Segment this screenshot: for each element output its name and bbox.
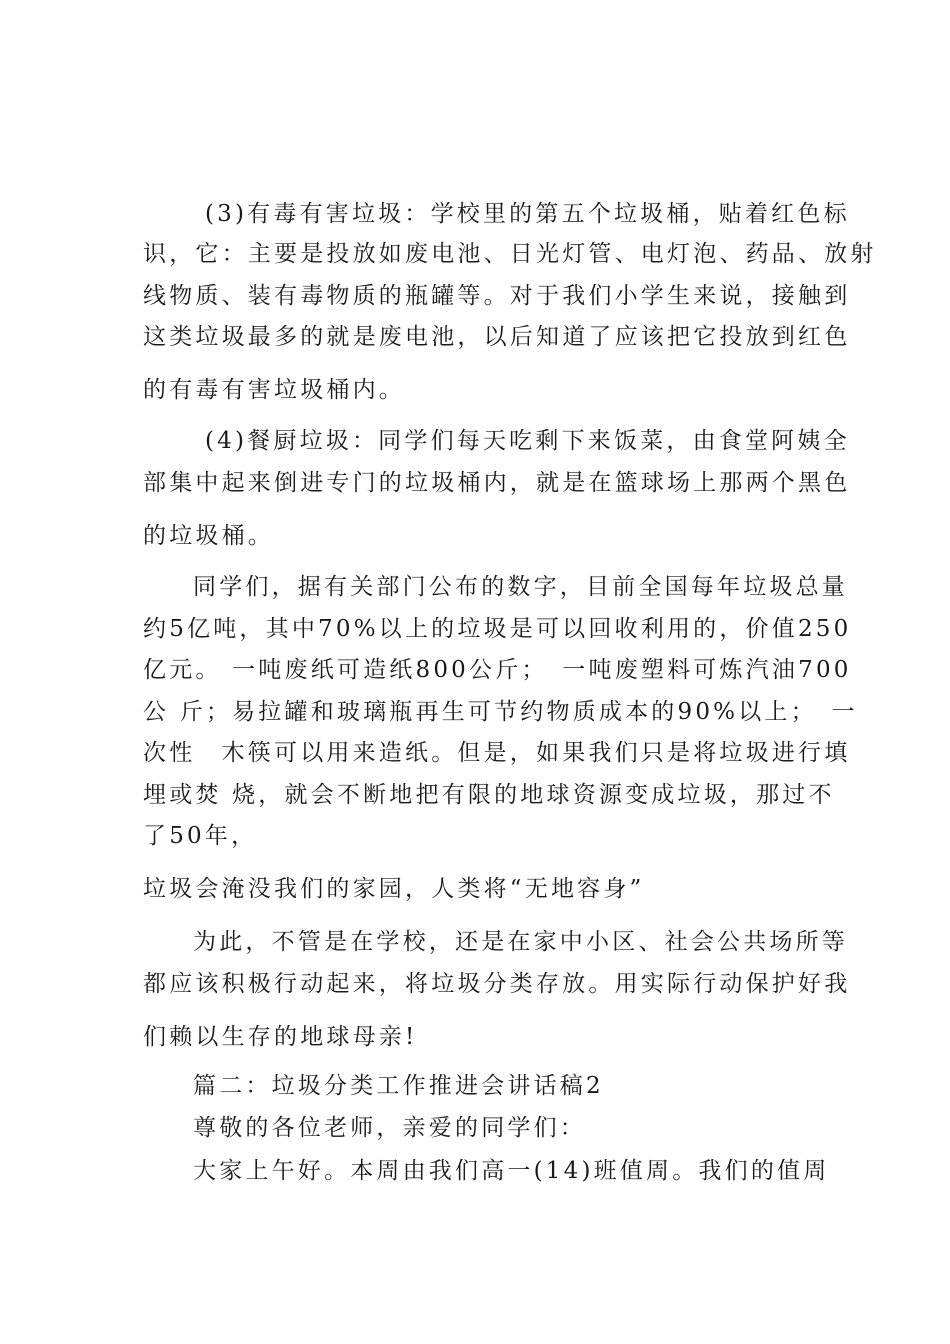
text-line: 为此，不管是在学校，还是在家中小区、社会公共场所等 xyxy=(193,929,848,955)
text-line: 们赖以生存的地球母亲! xyxy=(143,1024,418,1050)
text-line: 大家上午好。本周由我们高一(14)班值周。我们的值周 xyxy=(193,1158,830,1184)
text-line: (4)餐厨垃圾：同学们每天吃剩下来饭菜，由食堂阿姨全 xyxy=(205,428,850,454)
text-line: 亿元。 一吨废纸可造纸800公斤； 一吨废塑料可炼汽油700 xyxy=(143,657,852,683)
text-line: 部集中起来倒进专门的垃圾桶内，就是在篮球场上那两个黑色 xyxy=(143,470,851,496)
text-line: 同学们，据有关部门公布的数字，目前全国每年垃圾总量 xyxy=(193,574,848,600)
text-line: 线物质、装有毒物质的瓶罐等。对于我们小学生来说，接触到 xyxy=(143,283,851,309)
text-line: 的垃圾桶。 xyxy=(143,523,274,549)
text-line: 了50年， xyxy=(143,823,258,849)
text-line: 公 斤；易拉罐和玻璃瓶再生可节约物质成本的90%以上； 一 xyxy=(143,699,858,725)
text-line: 垃圾会淹没我们的家园，人类将“无地容身” xyxy=(143,876,645,902)
text-line: 识，它：主要是投放如废电池、日光灯管、电灯泡、药品、放射 xyxy=(143,241,877,267)
text-line: 都应该积极行动起来，将垃圾分类存放。用实际行动保护好我 xyxy=(143,971,851,997)
text-line: 的有毒有害垃圾桶内。 xyxy=(143,377,405,403)
salutation: 尊敬的各位老师，亲爱的同学们： xyxy=(193,1115,586,1141)
text-line: 次性 木筷可以用来造纸。但是，如果我们只是将垃圾进行填 xyxy=(143,740,851,766)
section-heading: 篇二：垃圾分类工作推进会讲话稿2 xyxy=(193,1073,604,1099)
text-line: 约5亿吨，其中70%以上的垃圾是可以回收利用的，价值250 xyxy=(143,616,852,642)
text-line: 这类垃圾最多的就是废电池，以后知道了应该把它投放到红色 xyxy=(143,324,851,350)
text-line: 埋或焚 烧，就会不断地把有限的地球资源变成垃圾，那过不 xyxy=(143,782,835,808)
text-line: (3)有毒有害垃圾：学校里的第五个垃圾桶，贴着红色标 xyxy=(205,201,850,227)
